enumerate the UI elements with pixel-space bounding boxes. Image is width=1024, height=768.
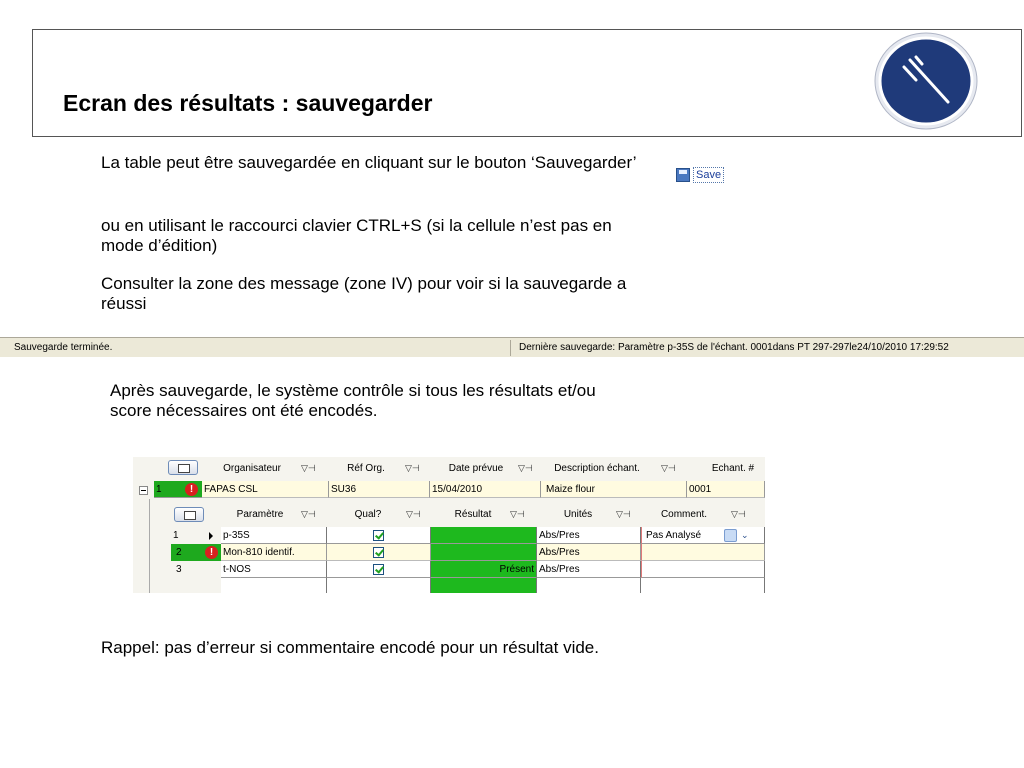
filter-pin-icon[interactable]: ▽⊣ xyxy=(510,509,525,519)
page-title: Ecran des résultats : sauvegarder xyxy=(63,90,433,116)
parametre-cell[interactable]: t-NOS xyxy=(221,561,327,578)
resultat-cell[interactable] xyxy=(431,527,537,544)
col-header-parametre[interactable]: Paramètre xyxy=(236,509,284,520)
date-prevue-cell[interactable]: 15/04/2010 xyxy=(430,481,541,498)
resultat-cell[interactable]: Présent xyxy=(431,561,537,578)
filter-pin-icon[interactable]: ▽⊣ xyxy=(405,463,420,473)
inner-header-row xyxy=(133,506,765,523)
unites-cell[interactable]: Abs/Pres xyxy=(537,544,641,561)
qual-cell[interactable] xyxy=(327,561,431,578)
qual-cell[interactable] xyxy=(327,544,431,561)
description-cell[interactable]: Maize flour xyxy=(541,481,687,498)
col-header-organisateur[interactable]: Organisateur xyxy=(223,463,281,474)
col-header-unites[interactable]: Unités xyxy=(563,509,593,520)
col-header-resultat[interactable]: Résultat xyxy=(454,509,492,520)
filter-pin-icon[interactable]: ▽⊣ xyxy=(661,463,676,473)
col-header-echant[interactable]: Echant. # xyxy=(711,463,755,474)
after-save-text: Après sauvegarde, le système contrôle si tous les résultats et/ou score nécessaires ont été encodés. xyxy=(110,381,596,420)
ref-org-cell[interactable]: SU36 xyxy=(329,481,430,498)
parametre-cell xyxy=(221,578,327,593)
organisateur-cell[interactable]: FAPAS CSL xyxy=(202,481,329,498)
comment-cell xyxy=(641,578,765,593)
group-by-button[interactable] xyxy=(174,507,204,522)
filter-pin-icon[interactable]: ▽⊣ xyxy=(301,509,316,519)
results-grid xyxy=(133,457,765,593)
unites-cell[interactable]: Abs/Pres xyxy=(537,561,641,578)
col-header-date-prevue[interactable]: Date prévue xyxy=(448,463,504,474)
col-header-qual[interactable]: Qual? xyxy=(354,509,382,520)
col-header-description[interactable]: Description échant. xyxy=(554,463,640,474)
filter-pin-icon[interactable]: ▽⊣ xyxy=(301,463,316,473)
table-row[interactable] xyxy=(133,561,765,578)
last-save-info: Dernière sauvegarde: Paramètre p-35S de l'échant. 0001dans PT 297-297le24/10/2010 17:29:52 xyxy=(519,342,949,353)
comment-cell[interactable] xyxy=(641,527,765,544)
comment-cell[interactable] xyxy=(641,544,765,561)
unites-cell[interactable]: Abs/Pres xyxy=(537,527,641,544)
comment-value: Pas Analysé xyxy=(646,530,702,541)
edit-comment-icon[interactable] xyxy=(724,529,737,542)
unites-cell xyxy=(537,578,641,593)
floppy-disk-icon xyxy=(676,168,690,182)
save-button[interactable] xyxy=(667,160,741,192)
intro-paragraph-1: La table peut être sauvegardée en cliquant sur le bouton ‘Sauvegarder’ xyxy=(101,153,637,172)
table-row-partial xyxy=(133,578,765,593)
reminder-text: Rappel: pas d’erreur si commentaire encodé pour un résultat vide. xyxy=(101,638,599,657)
filter-pin-icon[interactable]: ▽⊣ xyxy=(616,509,631,519)
filter-pin-icon[interactable]: ▽⊣ xyxy=(731,509,746,519)
error-icon: ! xyxy=(205,546,218,559)
save-button-label: Save xyxy=(693,167,724,183)
chevron-down-icon[interactable]: ⌄ xyxy=(741,530,749,540)
group-by-button[interactable] xyxy=(168,460,198,475)
table-row[interactable] xyxy=(133,544,765,561)
qual-checkbox[interactable] xyxy=(373,547,384,558)
table-row[interactable] xyxy=(133,527,765,544)
row-number: 1 xyxy=(154,481,202,498)
status-message: Sauvegarde terminée. xyxy=(14,342,113,353)
row-number xyxy=(171,578,221,593)
comment-cell[interactable] xyxy=(641,561,765,578)
intro-paragraph-2: ou en utilisant le raccourci clavier CTRL+S (si la cellule n’est pas en mode d’édition) xyxy=(101,216,612,255)
row-number: 1 xyxy=(173,530,179,541)
row-number: 2 xyxy=(171,544,221,561)
status-bar xyxy=(0,337,1024,358)
row-number: 3 xyxy=(176,564,182,575)
parametre-cell[interactable]: Mon-810 identif. xyxy=(221,544,327,561)
qual-cell xyxy=(327,578,431,593)
qual-checkbox[interactable] xyxy=(373,530,384,541)
col-header-ref-org[interactable]: Réf Org. xyxy=(347,463,385,474)
error-icon: ! xyxy=(185,483,198,496)
logo-icon xyxy=(872,30,980,132)
qual-cell[interactable] xyxy=(327,527,431,544)
filter-pin-icon[interactable]: ▽⊣ xyxy=(406,509,421,519)
intro-paragraph-3: Consulter la zone des message (zone IV) pour voir si la sauvegarde a réussi xyxy=(101,274,627,313)
table-row[interactable] xyxy=(133,481,765,498)
qual-checkbox[interactable] xyxy=(373,564,384,575)
collapse-icon[interactable] xyxy=(139,486,148,495)
status-divider xyxy=(510,340,511,356)
outer-header-row xyxy=(133,460,765,477)
resultat-cell xyxy=(431,578,537,593)
current-row-arrow-icon xyxy=(209,532,213,540)
filter-pin-icon[interactable]: ▽⊣ xyxy=(518,463,533,473)
parametre-cell[interactable]: p-35S xyxy=(221,527,327,544)
resultat-cell[interactable] xyxy=(431,544,537,561)
col-header-comment[interactable]: Comment. xyxy=(660,509,708,520)
echant-cell[interactable]: 0001 xyxy=(687,481,765,498)
